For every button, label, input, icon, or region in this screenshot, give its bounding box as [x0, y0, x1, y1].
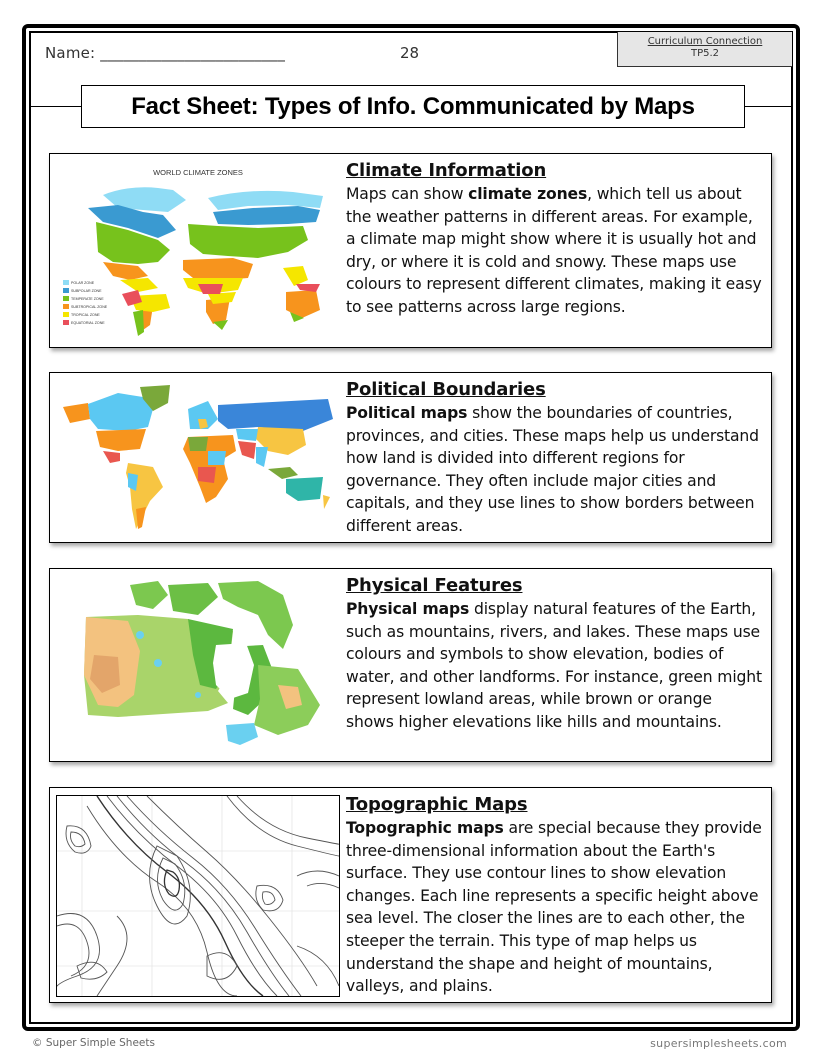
topographic-map-image [56, 795, 340, 997]
contour-lines-map-icon [57, 796, 339, 996]
key-term: Political maps [346, 404, 468, 422]
svg-text:TROPICAL ZONE: TROPICAL ZONE [71, 313, 100, 317]
political-map-image [58, 379, 338, 539]
political-text: Political Boundaries Political maps show the boundaries of countries, provinces, and cities. These maps help us understand how land is divided into different regions for governance. They often include major cities and capitals, and they use lines to show borders between different areas. [346, 378, 763, 538]
key-term: Physical maps [346, 600, 470, 618]
canada-physical-map-icon [58, 575, 338, 757]
copyright-footer: © Super Simple Sheets [32, 1037, 155, 1049]
section-heading: Topographic Maps [346, 794, 528, 815]
section-heading: Climate Information [346, 160, 547, 181]
section-card-climate [49, 153, 772, 348]
section-heading: Physical Features [346, 575, 523, 596]
page-title: Fact Sheet: Types of Info. Communicated by Maps [81, 85, 745, 128]
section-card-physical [49, 568, 772, 762]
world-political-map-icon [58, 379, 338, 539]
section-heading: Political Boundaries [346, 379, 546, 400]
key-term: Topographic maps [346, 819, 504, 837]
curriculum-connection-box [617, 32, 792, 67]
world-climate-map-icon [58, 160, 338, 342]
svg-text:EQUATORIAL ZONE: EQUATORIAL ZONE [71, 321, 105, 325]
name-field[interactable]: Name: ________________________ [45, 44, 286, 62]
physical-text: Physical Features Physical maps display natural features of the Earth, such as mountains, rivers, and lakes. These maps use colours and symbols to show elevation, bodies of water, and other landforms. For instance, green might represent lowland areas, while brown or orange shows higher elevations like hills and mountains. [346, 575, 762, 731]
svg-text:POLAR ZONE: POLAR ZONE [71, 281, 95, 285]
key-term: climate zones [468, 185, 588, 203]
climate-text: Climate Information Maps can show climate zones, which tell us about the weather patterns in different areas. For example, a climate map might show where it is usually hot and dry, or where it is cold and snowy. These maps use colours to represent different climates, making it easy to see patterns across large regions. [346, 160, 762, 316]
page-number: 28 [400, 44, 420, 62]
topographic-text: Topographic Maps Topographic maps are special because they provide three-dimensional information about the Earth's surface. They use contour lines to show elevation changes. Each line represents a specific height above sea level. The closer the lines are to each other, the steeper the terrain. This type of map helps us understand the shape and height of mountains, valleys, and plains. [346, 794, 762, 996]
curriculum-title: Curriculum Connection [647, 36, 763, 47]
section-card-topographic [49, 787, 772, 1003]
section-card-political [49, 372, 772, 543]
climate-zones-map-image [58, 160, 338, 342]
svg-text:SUBPOLAR ZONE: SUBPOLAR ZONE [71, 289, 102, 293]
curriculum-code: TP5.2 [690, 48, 720, 59]
physical-map-image [58, 575, 338, 757]
website-footer[interactable]: supersimplesheets.com [650, 1037, 787, 1050]
svg-text:WORLD CLIMATE ZONES: WORLD CLIMATE ZONES [153, 168, 243, 177]
svg-text:TEMPERATE ZONE: TEMPERATE ZONE [71, 297, 104, 301]
svg-text:SUBTROPICAL ZONE: SUBTROPICAL ZONE [71, 305, 108, 309]
